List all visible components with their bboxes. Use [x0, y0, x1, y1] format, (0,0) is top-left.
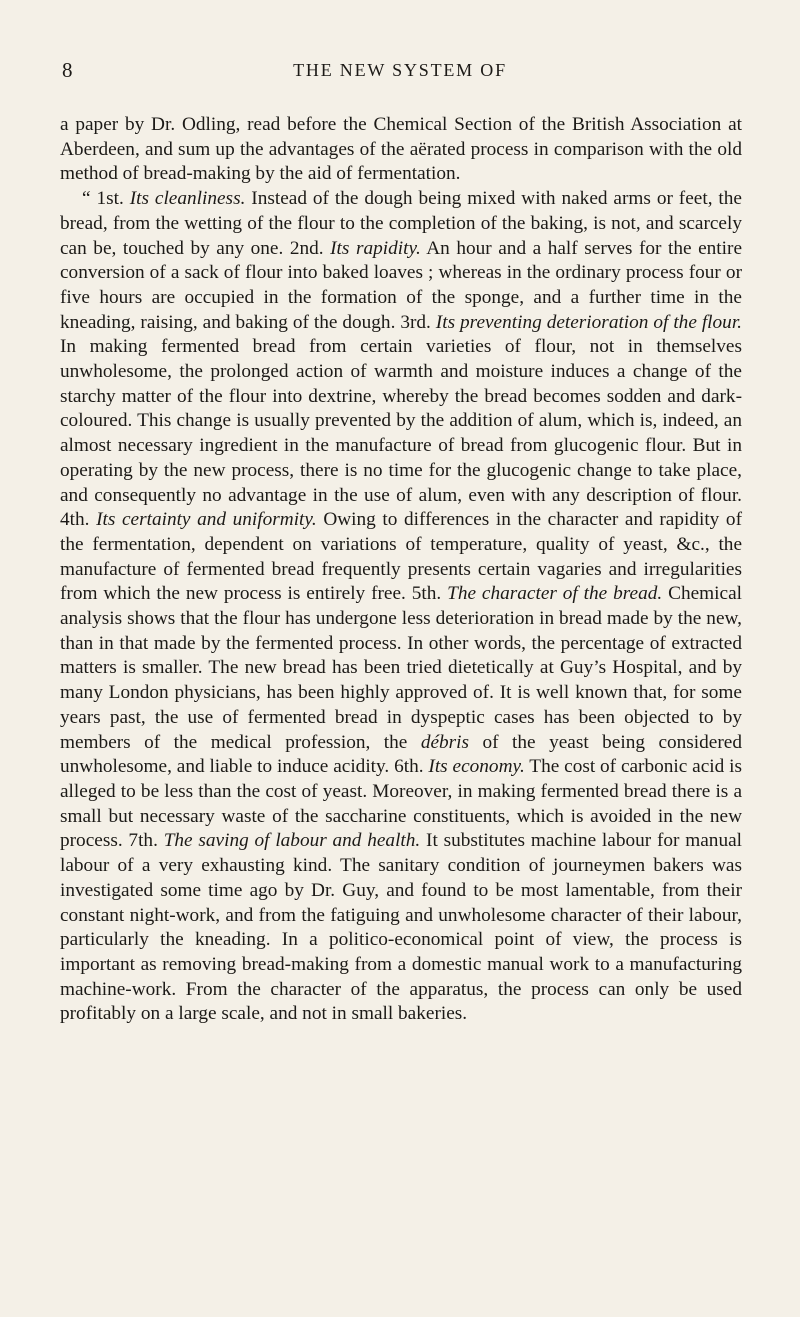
- body-text: [60, 113, 742, 1027]
- text-run: In making fermented bread from certain varieties of flour, not in themselves unwholesome, the prolonged action of warmth and moisture induces a change of the starchy matter of the flour into dextrine, whereby the bread becomes sodden and dark-coloured. This change is usually prevented by the addition of alum, which is, indeed, an almost necessary ingredient in the manufacture of bread from glucogenic flour. But in operating by the new process, there is no time for the glucogenic change to take place, and consequently no advantage in the use of alum, even with any description of flour. 4th.: [60, 336, 742, 531]
- page-number: 8: [62, 58, 73, 82]
- emphasized-phrase: Its preventing deterioration of the flour.: [435, 311, 743, 333]
- emphasized-phrase: Its rapidity.: [330, 237, 421, 259]
- text-run: of the yeast being considered unwholesome, and liable to induce acidity. 6th.: [60, 731, 742, 778]
- emphasized-phrase: The character of the bread.: [447, 583, 663, 605]
- text-run: It substitutes machine labour for manual labour of a very exhausting kind. The sanitary condition of journeymen bakers was investigated some time ago by Dr. Guy, and found to be most lamentable, from their constant night-work, and from the fatiguing and unwholesome character of their labour, particularly the kneading. In a politico-economical point of view, the process is important as removing bread-making from a domestic manual work to a manufacturing machine-work. From the character of the apparatus, the process can only be used profitably on a large scale, and not in small bakeries.: [60, 830, 742, 1025]
- text-run: Chemical analysis shows that the flour has undergone less deterioration in bread made by the new, than in that made by the fermented process. In other words, the percentage of extracted matters is smaller. The new bread has been tried dietetically at Guy’s Hospital, and by many London physicians, has been highly approved of. It is well known that, for some years past, the use of fermented bread in dyspeptic cases has been objected to by members of the medical profession, the: [60, 583, 742, 753]
- emphasized-phrase: Its certainty and uniformity.: [96, 509, 317, 531]
- text-run: The cost of carbonic acid is alleged to be less than the cost of yeast. Moreover, in making fermented bread there is a small but necessary waste of the saccharine constituents, which is avoided in the new process. 7th.: [60, 756, 742, 852]
- paragraph-advantages-list: [60, 187, 742, 1027]
- text-run: Owing to differences in the character and rapidity of the fermentation, dependent on variations of temperature, quality of yeast, &c., the manufacture of fermented bread frequently presents certain vagaries and irregularities from which the new process is entirely free. 5th.: [60, 509, 742, 605]
- text-run: An hour and a half serves for the entire conversion of a sack of flour into baked loaves ; whereas in the ordinary process four or five hours are occupied in the formation of the sponge, and a further time in the kneading, raising, and baking of the dough. 3rd.: [60, 237, 742, 333]
- emphasized-phrase: Its economy.: [428, 756, 525, 778]
- emphasized-phrase: débris: [420, 731, 470, 753]
- running-title: THE NEW SYSTEM OF: [293, 60, 507, 80]
- text-run: a paper by Dr. Odling, read before the Chemical Section of the British Association at Aberdeen, and sum up the advantages of the aërated process in comparison with the old method of bread-making by the aid of fermentation.: [60, 114, 742, 185]
- text-run: “ 1st.: [82, 188, 130, 210]
- emphasized-phrase: The saving of labour and health.: [163, 830, 421, 852]
- emphasized-phrase: Its cleanliness.: [129, 188, 246, 210]
- paragraph-intro: [60, 113, 742, 187]
- text-run: Instead of the dough being mixed with naked arms or feet, the bread, from the wetting of the flour to the completion of the baking, is not, and scarcely can be, touched by any one. 2nd.: [60, 188, 742, 259]
